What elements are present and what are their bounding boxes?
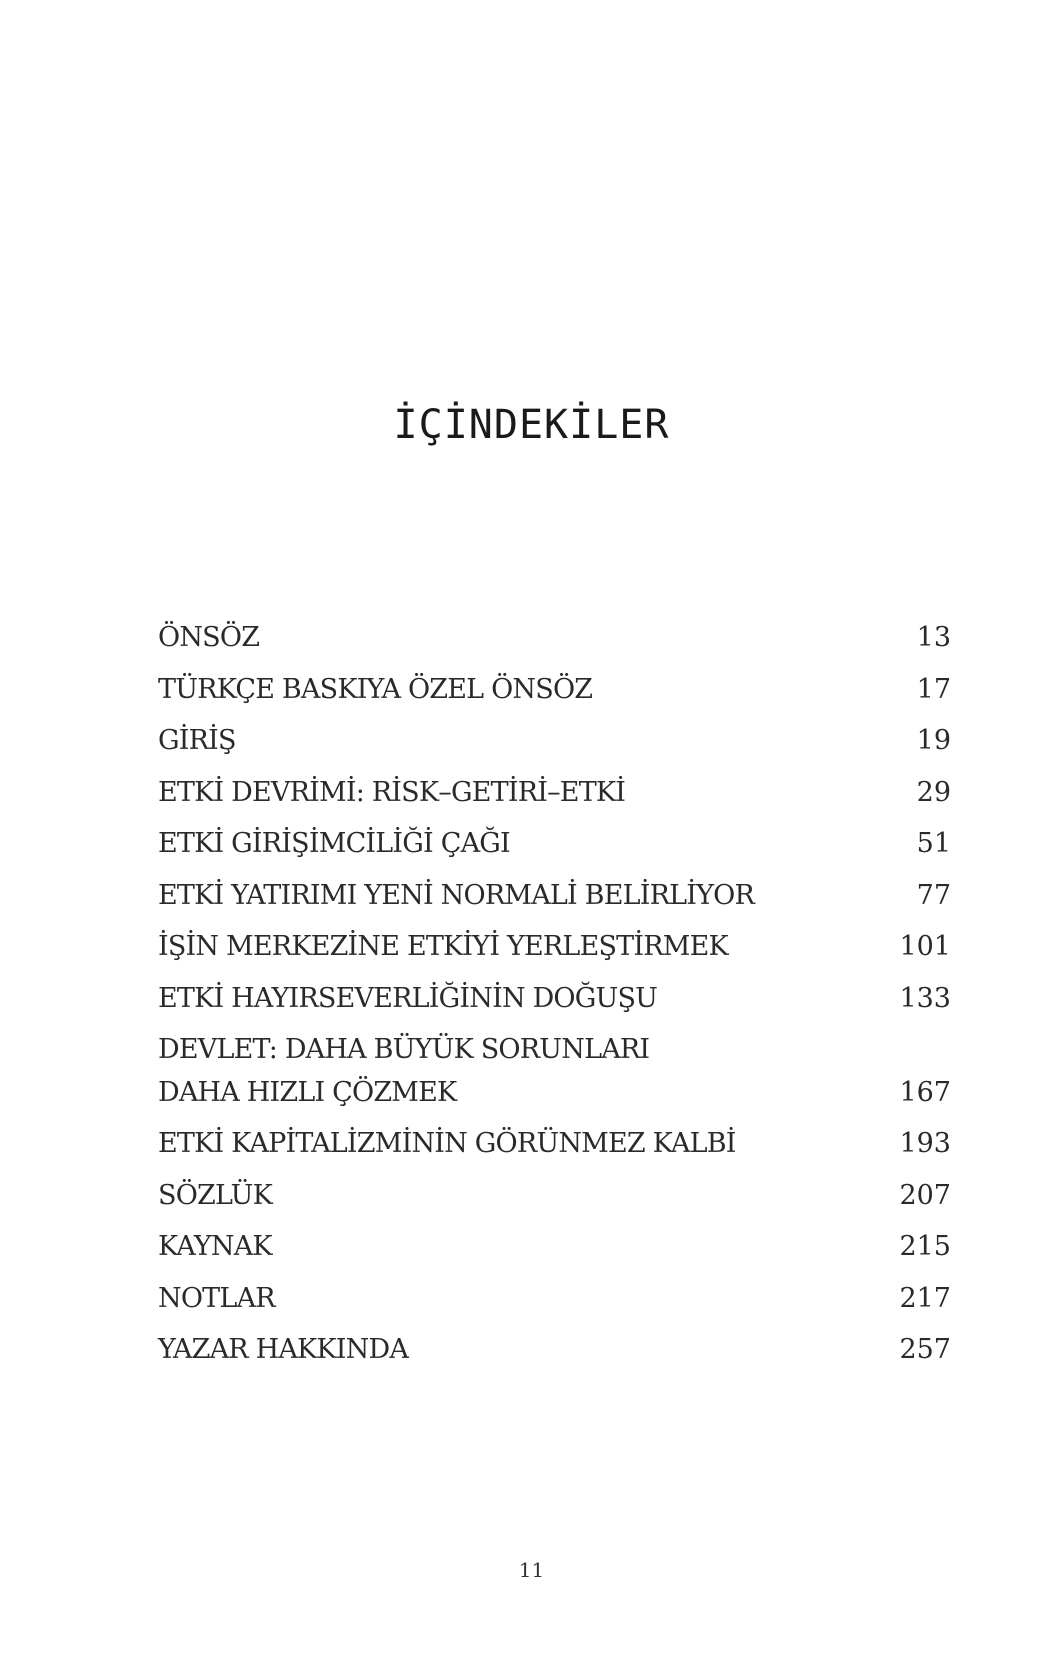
toc-entry-isin-merkezine[interactable] [158,921,951,973]
toc-entry-title: ETKİ KAPİTALİZMİNİN GÖRÜNMEZ KALBİ [158,1128,736,1159]
toc-entry-page: 133 [899,982,951,1014]
toc-entry-title: ETKİ DEVRİMİ: RİSK–GETİRİ–ETKİ [158,776,626,808]
toc-entry-page: 13 [916,622,951,653]
toc-entry-page: 193 [899,1128,951,1159]
toc-entry-title: NOTLAR [158,1282,275,1314]
toc-entry-title: TÜRKÇE BASKIYA ÖZEL ÖNSÖZ [158,673,593,705]
toc-entry-title: ÖNSÖZ [158,622,260,653]
toc-entry-title: SÖZLÜK [158,1179,272,1211]
toc-entry-title-line-2: DAHA HIZLI ÇÖZMEK [158,1077,457,1108]
page-title: İÇİNDEKİLER [393,402,670,448]
toc-entry-title: İŞİN MERKEZİNE ETKİYİ YERLEŞTİRMEK [158,931,728,962]
toc-entry-page: 17 [916,673,951,705]
toc-entry-devlet[interactable] [158,1024,951,1118]
toc-entry-title [158,1028,649,1118]
toc-entry-page: 215 [899,1231,951,1262]
toc-entry-page: 19 [916,725,951,756]
toc-entry-onsoz[interactable] [158,612,951,664]
toc-entry-page: 257 [899,1334,951,1365]
toc-entry-title: KAYNAK [158,1231,272,1262]
toc-entry-etki-devrimi[interactable] [158,767,951,819]
toc-entry-title: GİRİŞ [158,725,236,756]
toc-entry-title: YAZAR HAKKINDA [158,1334,409,1365]
toc-entry-page: 51 [916,828,951,859]
toc-entry-page: 77 [916,879,951,911]
toc-entry-etki-girisimciligi-cagi[interactable] [158,818,951,870]
toc-entry-title: ETKİ GİRİŞİMCİLİĞİ ÇAĞI [158,828,510,859]
toc-entry-sozluk[interactable] [158,1170,951,1222]
toc-entry-title: ETKİ HAYIRSEVERLİĞİNİN DOĞUŞU [158,982,658,1014]
toc-entry-notlar[interactable] [158,1273,951,1325]
page-number: 11 [518,1558,545,1582]
toc-entry-title-line-1: DEVLET: DAHA BÜYÜK SORUNLARI [158,1034,650,1065]
toc-entry-page: 101 [899,931,951,962]
toc-entry-giris[interactable] [158,715,951,767]
toc-entry-page: 29 [916,776,951,808]
toc-entry-kaynak[interactable] [158,1221,951,1273]
toc-entry-etki-hayirseverliginin-dogusu[interactable] [158,973,951,1025]
toc-entry-page: 167 [899,1077,951,1108]
toc-entry-title: ETKİ YATIRIMI YENİ NORMALİ BELİRLİYOR [158,879,755,911]
toc-entry-page: 217 [899,1282,951,1314]
table-of-contents [158,612,951,1376]
toc-entry-etki-yatirimi[interactable] [158,870,951,922]
toc-entry-page: 207 [899,1179,951,1211]
toc-entry-etki-kapitalizminin[interactable] [158,1118,951,1170]
toc-entry-turkce-baskiya-ozel-onsoz[interactable] [158,664,951,716]
toc-entry-yazar-hakkinda[interactable] [158,1324,951,1376]
